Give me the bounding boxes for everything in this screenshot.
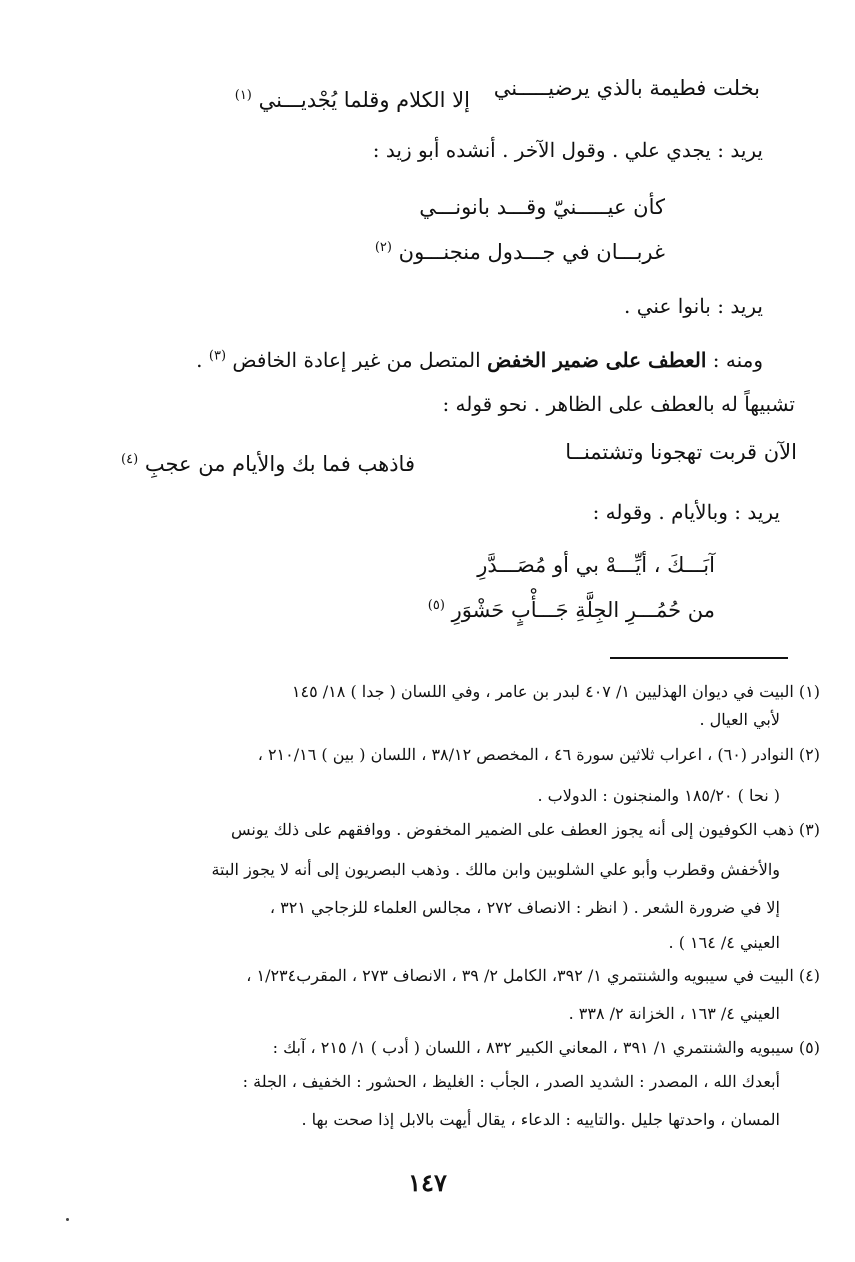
paragraph-3-bold: العطف على ضمير الخفض (487, 348, 707, 372)
verse-1-left-hemistich (235, 88, 470, 112)
paragraph-5: يريد : وبالأيام . وقوله : (592, 500, 780, 524)
footnote-4-line-1: (٤) البيت في سيبويه والشنتمري ١/ ٣٩٢، الكامل ٢/ ٣٩ ، الانصاف ٢٧٣ ، المقرب١/٢٣٤ ، (246, 966, 820, 985)
footnote-3-line-3: إلا في ضرورة الشعر . ( انظر : الانصاف ٢٧٢ ، مجالس العلماء للزجاجي ٣٢١ ، (269, 898, 780, 917)
verse-4-line-2 (428, 598, 715, 622)
footnote-ref-5: (٥) (427, 598, 445, 613)
footnote-ref-2: (٢) (374, 240, 392, 255)
footnote-3-line-2: والأخفش وقطرب وأبو علي الشلوبين وابن مالك . وذهب البصريون إلى أنه لا يجوز البتة (211, 860, 780, 879)
paragraph-2: يريد : بانوا عني . (624, 294, 763, 318)
scan-speck (66, 1218, 69, 1221)
verse-4-line-1: آبَـــكَ ، أيِّـــهْ بي أو مُصَـــدَّرِ (477, 553, 715, 577)
footnote-3-line-4: العيني ٤/ ١٦٤ ) . (668, 933, 780, 952)
verse-2-line-2-text: غربـــان في جـــدول منجنـــون (398, 240, 665, 264)
footnote-2-line-1: (٢) النوادر (٦٠) ، اعراب ثلاثين سورة ٤٦ ، المخصص ٣٨/١٢ ، اللسان ( بين ) ٢١٠/١٦ ، (257, 745, 820, 764)
page-number: ١٤٧ (408, 1168, 447, 1197)
verse-1-left-text: إلا الكلام وقلما يُجْديـــني (258, 88, 470, 112)
footnote-1-line-2: لأبي العيال . (699, 710, 780, 729)
footnote-5-line-2: أبعدك الله ، المصدر : الشديد الصدر ، الجأب : الغليظ ، الحشور : الخفيف ، الجلة : (242, 1072, 780, 1091)
paragraph-3 (196, 348, 763, 372)
verse-3-left-text: فاذهب فما بك والأيام من عجبِ (144, 452, 415, 476)
footnote-5-line-3: المسان ، واحدتها جليل .والتاييه : الدعاء ، يقال أيهت بالابل إذا صحت بها . (301, 1110, 780, 1129)
paragraph-1: يريد : يجدي علي . وقول الآخر . أنشده أبو زيد : (372, 138, 763, 162)
verse-1-right-hemistich: بخلت فطيمة بالذي يرضيـــــني (493, 76, 760, 100)
footnote-5-line-1: (٥) سيبويه والشنتمري ١/ ٣٩١ ، المعاني الكبير ٨٣٢ ، اللسان ( أدب ) ١/ ٢١٥ ، آبك : (272, 1038, 820, 1057)
paragraph-3-post: المتصل من غير إعادة الخافض (232, 348, 488, 372)
footnote-3-line-1: (٣) ذهب الكوفيون إلى أنه يجوز العطف على الضمير المخفوض . ووافقهم على ذلك يونس (231, 820, 820, 839)
footnote-2-line-2: ( نحا ) ١٨٥/٢٠ والمنجنون : الدولاب . (537, 786, 780, 805)
footnote-ref-4: (٤) (121, 452, 139, 467)
verse-2-line-1: كأن عيـــــنيّ وقـــد بانونـــي (419, 195, 665, 219)
footnote-4-line-2: العيني ٤/ ١٦٣ ، الخزانة ٢/ ٣٣٨ . (568, 1004, 780, 1023)
verse-3-left-hemistich (121, 452, 415, 476)
verse-2-line-2 (375, 240, 665, 264)
verse-4-line-2-text: من حُمُـــرِ الجِلَّةِ جَـــأْبٍ حَشْوَرِ (451, 598, 715, 622)
paragraph-4: تشبيهاً له بالعطف على الظاهر . نحو قوله : (442, 392, 795, 416)
verse-3-right-hemistich: الآن قربت تهجونا وتشتمنــا (565, 440, 797, 464)
paragraph-3-pre: ومنه : (706, 348, 763, 372)
paragraph-3-end: . (196, 348, 209, 372)
footnote-ref-1: (١) (234, 88, 252, 103)
footnote-separator (610, 657, 788, 659)
footnote-ref-3: (٣) (208, 348, 227, 364)
footnote-1-line-1: (١) البيت في ديوان الهذليين ١/ ٤٠٧ لبدر بن عامر ، وفي اللسان ( جدا ) ١٨/ ١٤٥ (291, 682, 820, 701)
